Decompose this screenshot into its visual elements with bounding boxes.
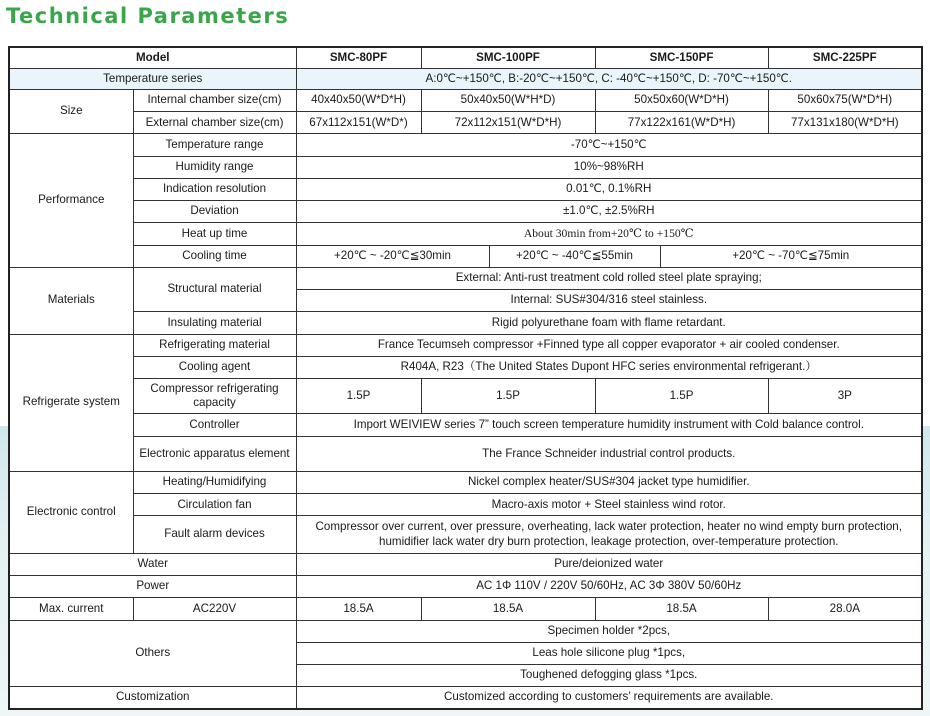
fault-alarm-line: humidifier lack water dry burn protection, leakage protection, over-temperature protection. <box>379 534 839 548</box>
customization-label: Customization <box>9 687 296 709</box>
table-row <box>9 576 922 598</box>
page-title: Technical Parameters <box>6 4 290 28</box>
compressor-capacity-value: 1.5P <box>296 378 421 413</box>
max-current-value: 18.5A <box>296 598 421 620</box>
model-header-cell: SMC-80PF <box>296 47 421 68</box>
refrigerate-system-group-label: Refrigerate system <box>9 334 133 471</box>
others-item: Leas hole silicone plug *1pcs, <box>296 642 922 664</box>
indication-resolution-value: 0.01℃, 0.1%RH <box>296 178 922 200</box>
model-header-cell: SMC-100PF <box>421 47 595 68</box>
table-row <box>9 223 922 245</box>
insulating-material-label: Insulating material <box>133 312 296 334</box>
compressor-capacity-value: 1.5P <box>595 378 768 413</box>
external-size-value: 67x112x151(W*D*) <box>296 112 421 134</box>
deviation-value: ±1.0℃, ±2.5%RH <box>296 201 922 223</box>
max-current-value: 28.0A <box>768 598 922 620</box>
table-row <box>9 334 922 356</box>
cooling-agent-value: R404A, R23（The United States Dupont HFC series environmental refrigerant.） <box>296 356 922 378</box>
technical-parameters-table <box>8 46 923 710</box>
max-current-value: 18.5A <box>595 598 768 620</box>
max-current-value: 18.5A <box>421 598 595 620</box>
table-row <box>9 687 922 709</box>
electronic-control-group-label: Electronic control <box>9 471 133 553</box>
external-size-value: 72x112x151(W*D*H) <box>421 112 595 134</box>
temperature-series-value: A:0℃~+150℃, B:-20℃~+150℃, C: -40℃~+150℃, D: -70℃~+150℃. <box>296 68 922 89</box>
internal-size-value: 50x60x75(W*D*H) <box>768 89 922 111</box>
table-row <box>9 516 922 553</box>
table-row <box>9 245 922 267</box>
refrigerating-material-value: France Tecumseh compressor +Finned type all copper evaporator + air cooled condenser. <box>296 334 922 356</box>
others-item: Toughened defogging glass *1pcs. <box>296 664 922 686</box>
table-row <box>9 598 922 620</box>
size-group-label: Size <box>9 89 133 133</box>
table-row <box>9 89 922 111</box>
model-header: Model <box>9 47 296 68</box>
cooling-time-value: +20℃ ~ -40℃≦55min <box>489 245 660 267</box>
heating-humidifying-value: Nickel complex heater/SUS#304 jacket type humidifier. <box>296 471 922 493</box>
compressor-capacity-label: Compressor refrigerating capacity <box>133 378 296 413</box>
others-item: Specimen holder *2pcs, <box>296 620 922 642</box>
fault-alarm-line: Compressor over current, over pressure, overheating, lack water protection, heater no wind empty burn protection, <box>315 520 902 534</box>
water-value: Pure/deionized water <box>296 553 922 575</box>
humidity-range-value: 10%~98%RH <box>296 156 922 178</box>
external-size-value: 77x131x180(W*D*H) <box>768 112 922 134</box>
table-row <box>9 471 922 493</box>
heating-humidifying-label: Heating/Humidifying <box>133 471 296 493</box>
customization-value: Customized according to customers’ requirements are available. <box>296 687 922 709</box>
compressor-capacity-value: 3P <box>768 378 922 413</box>
materials-group-label: Materials <box>9 267 133 334</box>
table-row <box>9 178 922 200</box>
controller-label: Controller <box>133 414 296 436</box>
water-label: Water <box>9 553 296 575</box>
table-row <box>9 267 922 289</box>
structural-material-label: Structural material <box>133 267 296 311</box>
cooling-agent-label: Cooling agent <box>133 356 296 378</box>
others-label: Others <box>9 620 296 687</box>
max-current-label: Max. current <box>9 598 133 620</box>
electronic-apparatus-value: The France Schneider industrial control products. <box>296 436 922 471</box>
fault-alarm-label: Fault alarm devices <box>133 516 296 553</box>
controller-value: Import WEIVIEW series 7” touch screen temperature humidity instrument with Cold balance control. <box>296 414 922 436</box>
temperature-series-label: Temperature series <box>9 68 296 89</box>
external-size-value: 77x122x161(W*D*H) <box>595 112 768 134</box>
power-label: Power <box>9 576 296 598</box>
cooling-time-label: Cooling time <box>133 245 296 267</box>
humidity-range-label: Humidity range <box>133 156 296 178</box>
table-row <box>9 494 922 516</box>
cooling-time-value: +20℃ ~ -70℃≦75min <box>660 245 922 267</box>
fault-alarm-value <box>296 516 922 553</box>
electronic-apparatus-label: Electronic apparatus element <box>133 436 296 471</box>
table-row <box>9 553 922 575</box>
internal-size-value: 40x40x50(W*D*H) <box>296 89 421 111</box>
cooling-time-value: +20℃ ~ -20℃≦30min <box>296 245 489 267</box>
heat-up-time-value: About 30min from+20℃ to +150℃ <box>296 223 922 245</box>
model-header-cell: SMC-150PF <box>595 47 768 68</box>
table-row <box>9 312 922 334</box>
table-row <box>9 156 922 178</box>
table-row <box>9 620 922 642</box>
performance-group-label: Performance <box>9 134 133 267</box>
compressor-capacity-value: 1.5P <box>421 378 595 413</box>
internal-size-value: 50x50x60(W*D*H) <box>595 89 768 111</box>
table-row <box>9 436 922 471</box>
table-header-row <box>9 47 922 68</box>
table-row <box>9 68 922 89</box>
structural-material-external: External: Anti-rust treatment cold rolled steel plate spraying; <box>296 267 922 289</box>
structural-material-internal: Internal: SUS#304/316 steel stainless. <box>296 290 922 312</box>
deviation-label: Deviation <box>133 201 296 223</box>
table-row <box>9 112 922 134</box>
refrigerating-material-label: Refrigerating material <box>133 334 296 356</box>
table-row <box>9 134 922 156</box>
circulation-fan-value: Macro-axis motor + Steel stainless wind rotor. <box>296 494 922 516</box>
model-header-cell: SMC-225PF <box>768 47 922 68</box>
max-current-sub-label: AC220V <box>133 598 296 620</box>
insulating-material-value: Rigid polyurethane foam with flame retardant. <box>296 312 922 334</box>
table-row <box>9 201 922 223</box>
indication-resolution-label: Indication resolution <box>133 178 296 200</box>
table-row <box>9 414 922 436</box>
external-size-label: External chamber size(cm) <box>133 112 296 134</box>
temperature-range-label: Temperature range <box>133 134 296 156</box>
temperature-range-value: -70℃~+150℃ <box>296 134 922 156</box>
internal-size-label: Internal chamber size(cm) <box>133 89 296 111</box>
circulation-fan-label: Circulation fan <box>133 494 296 516</box>
table-row <box>9 356 922 378</box>
table-row <box>9 378 922 413</box>
internal-size-value: 50x40x50(W*H*D) <box>421 89 595 111</box>
heat-up-time-label: Heat up time <box>133 223 296 245</box>
power-value: AC 1Φ 110V / 220V 50/60Hz, AC 3Φ 380V 50/60Hz <box>296 576 922 598</box>
